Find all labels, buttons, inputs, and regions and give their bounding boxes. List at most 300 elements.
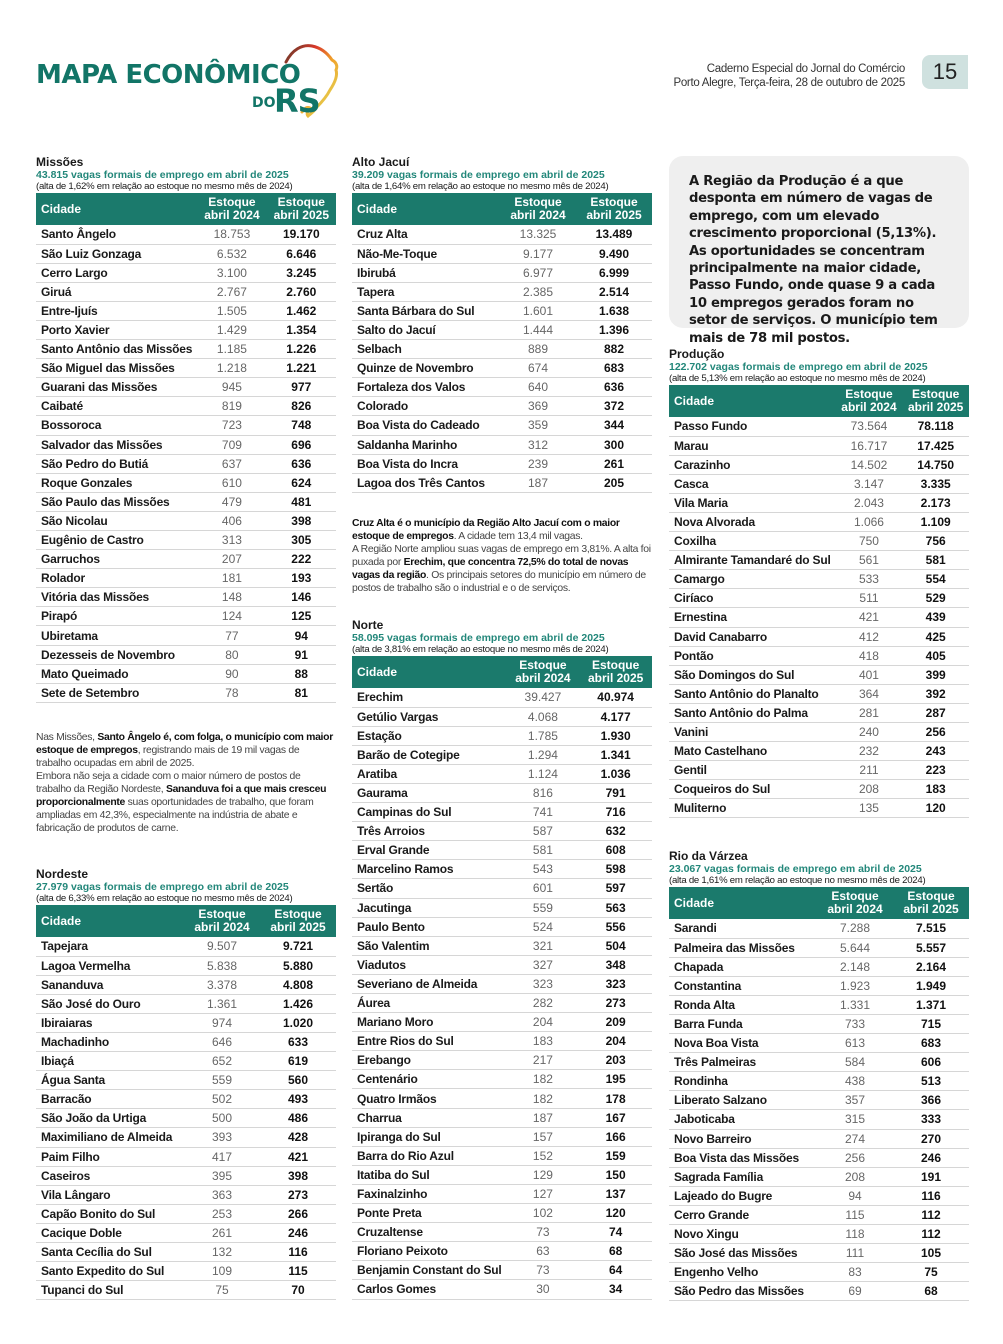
table-row xyxy=(36,378,336,397)
stock-2025: 246 xyxy=(893,1148,969,1167)
stock-2024: 637 xyxy=(197,454,266,473)
table-row xyxy=(352,803,652,822)
stock-2025: 421 xyxy=(260,1147,336,1166)
stock-2024: 1.429 xyxy=(197,320,266,339)
city-name: Paim Filho xyxy=(36,1147,184,1166)
stock-2024: 208 xyxy=(817,1167,893,1186)
table-row xyxy=(36,1185,336,1204)
region-title: Missões xyxy=(36,155,84,169)
stock-2024: 207 xyxy=(197,550,266,569)
stock-2025: 1.341 xyxy=(579,745,652,764)
stock-2025: 1.426 xyxy=(260,994,336,1013)
city-name: Três Arroios xyxy=(352,822,507,841)
stock-2025: 222 xyxy=(267,550,336,569)
stock-2024: 9.507 xyxy=(184,937,260,956)
stock-2024: 323 xyxy=(507,974,580,993)
city-name: Casca xyxy=(669,474,836,493)
stock-2025: 1.036 xyxy=(579,764,652,783)
stock-2024: 240 xyxy=(836,723,903,742)
stock-2025: 1.396 xyxy=(576,320,652,339)
city-name: Cerro Grande xyxy=(669,1205,817,1224)
city-name: Ronda Alta xyxy=(669,995,817,1014)
city-name: Caibaté xyxy=(36,397,197,416)
jobs-table xyxy=(36,905,336,1300)
table-row xyxy=(352,1223,652,1242)
city-name: Palmeira das Missões xyxy=(669,938,817,957)
table-row xyxy=(352,454,652,473)
table-row xyxy=(36,301,336,320)
stock-2024: 5.838 xyxy=(184,956,260,975)
stock-2024: 232 xyxy=(836,742,903,761)
stock-2025: 191 xyxy=(893,1167,969,1186)
region-change: (alta de 5,13% em relação ao estoque no mesmo mês de 2024) xyxy=(669,373,926,384)
stock-2025: 146 xyxy=(267,588,336,607)
stock-2025: 2.173 xyxy=(902,493,969,512)
stock-2024: 369 xyxy=(500,397,576,416)
stock-2025: 116 xyxy=(260,1243,336,1262)
column-header-2024 xyxy=(817,887,893,919)
table-row xyxy=(669,976,969,995)
table-row xyxy=(352,822,652,841)
table-row xyxy=(36,397,336,416)
table-row xyxy=(36,1071,336,1090)
stock-2025: 486 xyxy=(260,1109,336,1128)
city-name: São Miguel das Missões xyxy=(36,359,197,378)
stock-2025: 112 xyxy=(893,1205,969,1224)
column-header-2024 xyxy=(836,385,903,417)
table-row xyxy=(36,454,336,473)
table-row xyxy=(352,1108,652,1127)
table-row xyxy=(669,1053,969,1072)
stock-2024: 359 xyxy=(500,416,576,435)
city-name: Colorado xyxy=(352,397,500,416)
stock-2024: 393 xyxy=(184,1128,260,1147)
note-altojacui-norte xyxy=(352,517,652,595)
stock-2024: 502 xyxy=(184,1090,260,1109)
stock-2024: 709 xyxy=(197,435,266,454)
table-row xyxy=(669,1282,969,1301)
table-row xyxy=(36,607,336,626)
stock-2024: 30 xyxy=(507,1280,580,1299)
table-row xyxy=(669,957,969,976)
column-header-2025-line2: abril 2025 xyxy=(907,400,964,414)
table-row xyxy=(352,974,652,993)
city-name: Ubiretama xyxy=(36,626,197,645)
stock-2025: 632 xyxy=(579,822,652,841)
table-header-row xyxy=(352,656,652,688)
stock-2024: 111 xyxy=(817,1244,893,1263)
table-row xyxy=(352,898,652,917)
table-row xyxy=(352,783,652,802)
column-header-2025-line1: Estoque xyxy=(590,195,638,209)
city-name: Entre-Ijuís xyxy=(36,301,197,320)
stock-2024: 274 xyxy=(817,1129,893,1148)
city-name: Santa Bárbara do Sul xyxy=(352,301,500,320)
stock-2025: 619 xyxy=(260,1052,336,1071)
jobs-table xyxy=(669,385,969,818)
city-name: Rolador xyxy=(36,569,197,588)
stock-2025: 1.354 xyxy=(267,320,336,339)
stock-2024: 73 xyxy=(507,1223,580,1242)
note-emphasis: Erechim, que concentra 72,5% do total de novas vagas da região xyxy=(352,557,629,581)
stock-2024: 363 xyxy=(184,1185,260,1204)
stock-2025: 9.721 xyxy=(260,937,336,956)
city-name: Ibirubá xyxy=(352,263,500,282)
stock-2024: 152 xyxy=(507,1146,580,1165)
city-name: Pirapó xyxy=(36,607,197,626)
stock-2024: 217 xyxy=(507,1051,580,1070)
stock-2024: 124 xyxy=(197,607,266,626)
table-row xyxy=(36,359,336,378)
region-title: Alto Jacuí xyxy=(352,155,410,169)
stock-2024: 256 xyxy=(817,1148,893,1167)
table-row xyxy=(669,1148,969,1167)
stock-2025: 392 xyxy=(902,684,969,703)
stock-2025: 305 xyxy=(267,531,336,550)
table-row xyxy=(669,1186,969,1205)
stock-2025: 716 xyxy=(579,803,652,822)
stock-2025: 598 xyxy=(579,860,652,879)
table-row xyxy=(36,511,336,530)
city-name: São João da Urtiga xyxy=(36,1109,184,1128)
stock-2025: 344 xyxy=(576,416,652,435)
note-text: . Os principais setores do município em número de postos de trabalho são o industrial e o de serviços. xyxy=(352,570,646,594)
table-row xyxy=(352,378,652,397)
stock-2025: 3.245 xyxy=(267,263,336,282)
city-name: Cacique Doble xyxy=(36,1223,184,1242)
stock-2024: 1.066 xyxy=(836,512,903,531)
city-name: Não-Me-Toque xyxy=(352,244,500,263)
table-row xyxy=(36,664,336,683)
stock-2024: 181 xyxy=(197,569,266,588)
table-row xyxy=(669,1034,969,1053)
city-name: Ernestina xyxy=(669,608,836,627)
city-name: Gaurama xyxy=(352,783,507,802)
table-row xyxy=(36,956,336,975)
stock-2024: 610 xyxy=(197,473,266,492)
stock-2025: 81 xyxy=(267,683,336,702)
note-emphasis: Sananduva foi a que mais cresceu proporcionalmente xyxy=(36,784,327,808)
table-row xyxy=(669,703,969,722)
city-name: Cerro Largo xyxy=(36,263,197,282)
stock-2024: 4.068 xyxy=(507,707,580,726)
city-name: Mariano Moro xyxy=(352,1013,507,1032)
city-name: Passo Fundo xyxy=(669,417,836,436)
city-name: São Luiz Gonzaga xyxy=(36,244,197,263)
table-row xyxy=(36,1204,336,1223)
city-name: Vanini xyxy=(669,723,836,742)
city-name: Ibiaçá xyxy=(36,1052,184,1071)
column-header-2025-line2: abril 2025 xyxy=(587,671,644,685)
note-text: Nas Missões, xyxy=(36,732,98,743)
table-row xyxy=(669,780,969,799)
column-header-2024-line2: abril 2024 xyxy=(841,400,897,414)
stock-2025: 4.808 xyxy=(260,975,336,994)
table-row xyxy=(36,1281,336,1300)
city-name: Bossoroca xyxy=(36,416,197,435)
city-name: Engenho Velho xyxy=(669,1263,817,1282)
city-name: Sertão xyxy=(352,879,507,898)
stock-2025: 529 xyxy=(902,589,969,608)
stock-2025: 428 xyxy=(260,1128,336,1147)
stock-2024: 77 xyxy=(197,626,266,645)
region-change: (alta de 3,81% em relação ao estoque no mesmo mês de 2024) xyxy=(352,644,609,655)
stock-2025: 439 xyxy=(902,608,969,627)
stock-2024: 132 xyxy=(184,1243,260,1262)
stock-2025: 137 xyxy=(579,1184,652,1203)
stock-2025: 581 xyxy=(902,551,969,570)
stock-2025: 977 xyxy=(267,378,336,397)
table-row xyxy=(36,244,336,263)
stock-2024: 733 xyxy=(817,1014,893,1033)
stock-2025: 756 xyxy=(902,532,969,551)
stock-2025: 2.164 xyxy=(893,957,969,976)
table-row xyxy=(352,688,652,707)
stock-2025: 287 xyxy=(902,703,969,722)
table-row xyxy=(36,263,336,282)
table-row xyxy=(36,340,336,359)
highlight-callout: A Região da Produção é a que desponta em número de vagas de emprego, com um elevado crescimento proporcional (5,13%). As oportunidades se concentram principalmente na maior cidade, Passo Fundo, onde quase 9 a cada 10 empregos gerados foram no setor de serviços. O município tem mais de 78 mil postos. xyxy=(669,156,969,328)
column-header-2025 xyxy=(260,905,336,937)
table-header-row xyxy=(669,385,969,417)
table-row xyxy=(352,764,652,783)
stock-2024: 750 xyxy=(836,532,903,551)
stock-2025: 7.515 xyxy=(893,919,969,938)
city-name: Roque Gonzales xyxy=(36,473,197,492)
stock-2024: 148 xyxy=(197,588,266,607)
table-row xyxy=(669,761,969,780)
stock-2024: 127 xyxy=(507,1184,580,1203)
stock-2024: 253 xyxy=(184,1204,260,1223)
stock-2025: 116 xyxy=(893,1186,969,1205)
stock-2024: 533 xyxy=(836,570,903,589)
stock-2024: 187 xyxy=(500,473,576,492)
column-header-2025-line1: Estoque xyxy=(911,387,960,401)
city-name: Cruzaltense xyxy=(352,1223,507,1242)
stock-2024: 129 xyxy=(507,1165,580,1184)
column-header-city: Cidade xyxy=(36,905,184,937)
city-name: Mato Castelhano xyxy=(669,742,836,761)
table-row xyxy=(352,1089,652,1108)
table-row xyxy=(669,1244,969,1263)
city-name: Ciríaco xyxy=(669,589,836,608)
column-header-city: Cidade xyxy=(352,193,500,225)
city-name: Viadutos xyxy=(352,955,507,974)
column-header-2024-line2: abril 2024 xyxy=(515,671,571,685)
stock-2024: 406 xyxy=(197,511,266,530)
stock-2024: 7.288 xyxy=(817,919,893,938)
stock-2024: 3.378 xyxy=(184,975,260,994)
table-row xyxy=(352,301,652,320)
table-row xyxy=(352,397,652,416)
stock-2025: 223 xyxy=(902,761,969,780)
table-header-row xyxy=(352,193,652,225)
city-name: Santo Antônio do Palma xyxy=(669,703,836,722)
city-name: Santo Expedito do Sul xyxy=(36,1262,184,1281)
city-name: Charrua xyxy=(352,1108,507,1127)
city-name: Giruá xyxy=(36,282,197,301)
table-row xyxy=(669,1014,969,1033)
stock-2025: 91 xyxy=(267,645,336,664)
city-name: São José do Ouro xyxy=(36,994,184,1013)
city-name: Estação xyxy=(352,726,507,745)
stock-2025: 1.109 xyxy=(902,512,969,531)
column-header-2025-line1: Estoque xyxy=(591,658,640,672)
stock-2025: 193 xyxy=(267,569,336,588)
column-header-2024-line1: Estoque xyxy=(208,195,256,209)
region-nordeste xyxy=(36,868,336,1300)
stock-2024: 281 xyxy=(836,703,903,722)
table-row xyxy=(352,435,652,454)
stock-2025: 333 xyxy=(893,1110,969,1129)
stock-2024: 80 xyxy=(197,645,266,664)
stock-2025: 159 xyxy=(579,1146,652,1165)
logo-rs: RS xyxy=(274,82,320,120)
table-row xyxy=(669,1072,969,1091)
city-name: São Nicolau xyxy=(36,511,197,530)
stock-2025: 493 xyxy=(260,1090,336,1109)
stock-2025: 6.646 xyxy=(267,244,336,263)
table-row xyxy=(352,955,652,974)
column-header-2025-line2: abril 2025 xyxy=(270,920,326,934)
table-row xyxy=(669,532,969,551)
column-header-2024-line1: Estoque xyxy=(198,907,246,921)
stock-2024: 5.644 xyxy=(817,938,893,957)
table-row xyxy=(36,588,336,607)
stock-2024: 78 xyxy=(197,683,266,702)
table-row xyxy=(36,1128,336,1147)
column-header-2025-line1: Estoque xyxy=(274,907,322,921)
city-name: Santo Ângelo xyxy=(36,225,197,244)
city-name: Vila Lângaro xyxy=(36,1185,184,1204)
column-header-2024 xyxy=(507,656,580,688)
table-row xyxy=(36,1262,336,1281)
city-name: Constantina xyxy=(669,976,817,995)
stock-2024: 182 xyxy=(507,1089,580,1108)
table-row xyxy=(352,745,652,764)
table-header-row xyxy=(669,887,969,919)
stock-2024: 543 xyxy=(507,860,580,879)
table-row xyxy=(36,282,336,301)
column-header-2024-line1: Estoque xyxy=(519,658,567,672)
city-name: Almirante Tamandaré do Sul xyxy=(669,551,836,570)
table-row xyxy=(36,435,336,454)
region-alto-jacui xyxy=(352,156,652,493)
stock-2025: 266 xyxy=(260,1204,336,1223)
table-row xyxy=(669,742,969,761)
city-name: Barracão xyxy=(36,1090,184,1109)
city-name: Marau xyxy=(669,436,836,455)
region-producao xyxy=(669,348,969,818)
table-row xyxy=(352,225,652,244)
stock-2025: 3.335 xyxy=(902,474,969,493)
table-row xyxy=(669,436,969,455)
stock-2025: 560 xyxy=(260,1071,336,1090)
table-row xyxy=(669,417,969,436)
stock-2024: 1.294 xyxy=(507,745,580,764)
table-row xyxy=(352,473,652,492)
stock-2025: 6.999 xyxy=(576,263,652,282)
stock-2024: 417 xyxy=(184,1147,260,1166)
city-name: Barra do Rio Azul xyxy=(352,1146,507,1165)
table-row xyxy=(669,723,969,742)
stock-2024: 1.785 xyxy=(507,726,580,745)
stock-2024: 327 xyxy=(507,955,580,974)
stock-2024: 561 xyxy=(836,551,903,570)
note-text: suas oportunidades de trabalho, que foram ampliadas em 42,3%, especialmente na indústria de abate e fabricação de produtos de carne. xyxy=(36,797,314,834)
stock-2024: 1.218 xyxy=(197,359,266,378)
table-row xyxy=(352,1184,652,1203)
table-row xyxy=(352,994,652,1013)
city-name: Erechim xyxy=(352,688,507,707)
stock-2025: 1.226 xyxy=(267,340,336,359)
stock-2024: 559 xyxy=(507,898,580,917)
city-name: Ipiranga do Sul xyxy=(352,1127,507,1146)
stock-2024: 401 xyxy=(836,665,903,684)
city-name: Áurea xyxy=(352,994,507,1013)
table-row xyxy=(352,1127,652,1146)
stock-2024: 94 xyxy=(817,1186,893,1205)
region-title: Nordeste xyxy=(36,867,89,881)
table-row xyxy=(669,608,969,627)
stock-2024: 652 xyxy=(184,1052,260,1071)
stock-2025: 636 xyxy=(576,378,652,397)
city-name: Carlos Gomes xyxy=(352,1280,507,1299)
stock-2025: 5.557 xyxy=(893,938,969,957)
region-rio-da-varzea xyxy=(669,850,969,1301)
city-name: Nova Alvorada xyxy=(669,512,836,531)
table-row xyxy=(352,936,652,955)
stock-2025: 300 xyxy=(576,435,652,454)
table-row xyxy=(36,683,336,702)
stock-2024: 90 xyxy=(197,664,266,683)
column-header-city: Cidade xyxy=(352,656,507,688)
city-name: Tapera xyxy=(352,282,500,301)
stock-2024: 39.427 xyxy=(507,688,580,707)
table-row xyxy=(352,416,652,435)
table-row xyxy=(669,919,969,938)
stock-2025: 5.880 xyxy=(260,956,336,975)
stock-2025: 203 xyxy=(579,1051,652,1070)
city-name: Mato Queimado xyxy=(36,664,197,683)
stock-2025: 204 xyxy=(579,1032,652,1051)
city-name: Floriano Peixoto xyxy=(352,1242,507,1261)
note-emphasis: Santo Ângelo é, com folga, o município com maior estoque de empregos xyxy=(36,732,333,756)
stock-2025: 68 xyxy=(579,1242,652,1261)
city-name: Novo Xingu xyxy=(669,1225,817,1244)
city-name: Erebango xyxy=(352,1051,507,1070)
stock-2024: 613 xyxy=(817,1034,893,1053)
jobs-table xyxy=(669,887,969,1301)
table-row xyxy=(36,569,336,588)
stock-2024: 1.331 xyxy=(817,995,893,1014)
stock-2024: 3.100 xyxy=(197,263,266,282)
city-name: Faxinalzinho xyxy=(352,1184,507,1203)
table-row xyxy=(36,1243,336,1262)
publication-info xyxy=(673,62,905,90)
city-name: Getúlio Vargas xyxy=(352,707,507,726)
table-row xyxy=(669,493,969,512)
city-name: Tupanci do Sul xyxy=(36,1281,184,1300)
stock-2025: 9.490 xyxy=(576,244,652,263)
table-header-row xyxy=(36,193,336,225)
stock-2024: 115 xyxy=(817,1205,893,1224)
table-row xyxy=(669,474,969,493)
column-header-2024 xyxy=(500,193,576,225)
stock-2025: 748 xyxy=(267,416,336,435)
table-row xyxy=(36,975,336,994)
city-name: Novo Barreiro xyxy=(669,1129,817,1148)
